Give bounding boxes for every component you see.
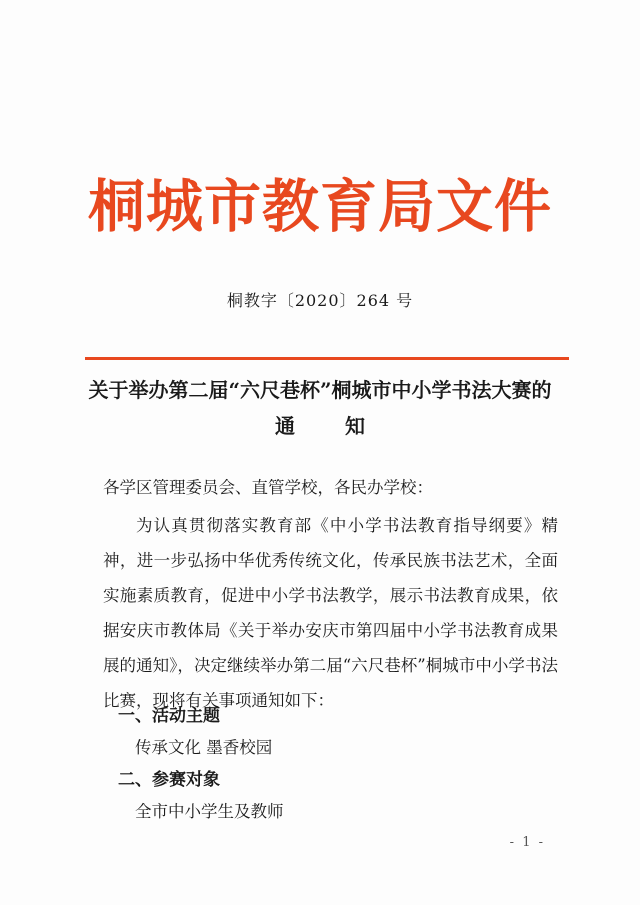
section-heading-theme: 一、活动主题 (118, 706, 220, 726)
header-red-rule (85, 357, 569, 360)
page-number: - 1 - (509, 835, 545, 850)
section-heading-participants: 二、参赛对象 (118, 770, 220, 790)
document-number: 桐教字〔2020〕264 号 (226, 291, 414, 310)
notice-title (0, 372, 640, 444)
notice-title-line1: 关于举办第二届“六尺巷杯”桐城市中小学书法大赛的 (88, 378, 552, 402)
body-paragraph: 为认真贯彻落实教育部《中小学书法教育指导纲要》精神，进一步弘扬中华优秀传统文化，传承民族书法艺术，全面实施素质教育，促进中小学书法教学，展示书法教育成果，依据安庆市教体局《关于举办安庆市第四届中小学书法教育成果展的通知》，决定继续举办第二届“六尺巷杯”桐城市中小学书法比赛，现将有关事项通知如下： (103, 516, 558, 710)
section-content-participants: 全市中小学生及教师 (135, 802, 284, 821)
document-header-title: 桐城市教育局文件 (88, 173, 552, 240)
notice-title-line2: 通知 (275, 414, 415, 438)
section-content-theme: 传承文化 墨香校园 (135, 738, 273, 757)
salutation: 各学区管理委员会、直管学校，各民办学校： (103, 478, 433, 497)
